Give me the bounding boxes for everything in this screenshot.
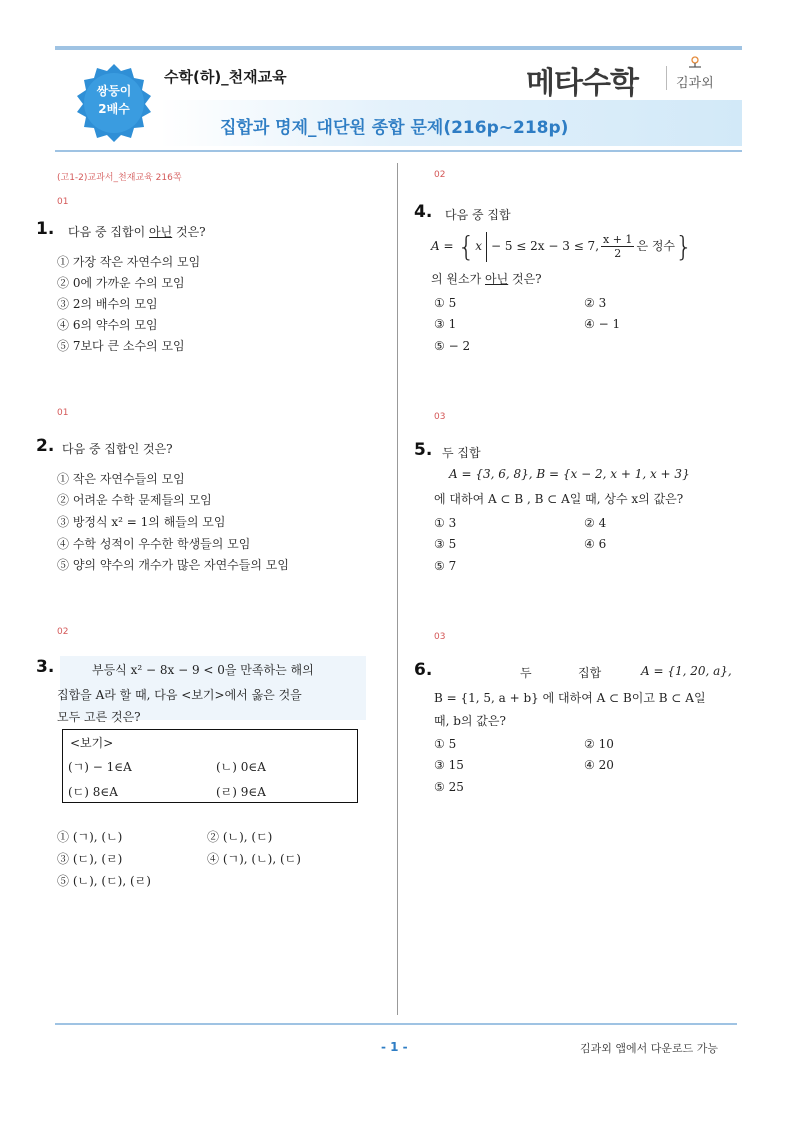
q4-stem2-pre: 의 원소가 (431, 272, 485, 286)
q1-stem-pre: 다음 중 집합이 (68, 225, 149, 239)
q5-choice-5[interactable]: ⑤ 7 (434, 559, 457, 573)
person-icon (687, 56, 703, 72)
open-brace-glyph: { (457, 230, 476, 263)
q2-choice-5[interactable]: ⑤ 양의 약수의 개수가 많은 자연수들의 모임 (57, 558, 289, 572)
q3-stem-line1: 부등식 x² − 8x − 9 < 0을 만족하는 해의 (92, 663, 314, 677)
q4-set-tail: 은 정수 (636, 239, 676, 253)
q2-choice-1[interactable]: ① 작은 자연수들의 모임 (57, 472, 185, 486)
page-number: - 1 - (381, 1040, 408, 1054)
q2-number: 2. (36, 436, 55, 456)
q3-choice-5[interactable]: ⑤ (ㄴ), (ㄷ), (ㄹ) (57, 874, 151, 888)
q4-level: 02 (434, 170, 446, 180)
q1-stem (68, 223, 206, 240)
brand-secondary-logo: 김과외 (676, 76, 714, 91)
q6-choice-2[interactable]: ② 10 (584, 737, 614, 751)
q6-level: 03 (434, 632, 446, 642)
badge-line1: 쌍둥이 (96, 84, 132, 98)
q6-choice-4[interactable]: ④ 20 (584, 758, 614, 772)
q4-frac-den: 2 (614, 247, 622, 260)
footer-note: 김과외 앱에서 다운로드 가능 (580, 1042, 719, 1055)
title-bar-rule (55, 150, 742, 152)
q3-box-item-3: (ㄷ) 8∈A (68, 785, 118, 799)
q2-stem: 다음 중 집합인 것은? (62, 442, 173, 456)
q3-choice-3[interactable]: ③ (ㄷ), (ㄹ) (57, 852, 123, 866)
q4-stem2-under: 아닌 (485, 272, 509, 286)
q3-box-item-4: (ㄹ) 9∈A (216, 785, 266, 799)
q1-choice-4[interactable]: ④ 6의 약수의 모임 (57, 318, 158, 332)
q5-choice-3[interactable]: ③ 5 (434, 537, 457, 551)
q4-number: 4. (414, 202, 433, 222)
q1-number: 1. (36, 219, 55, 239)
q6-stem2: B = {1, 5, a + b} 에 대하여 A ⊂ B이고 B ⊂ A일 (434, 691, 706, 705)
q2-choice-2[interactable]: ② 어려운 수학 문제들의 모임 (57, 493, 212, 507)
q3-level: 02 (57, 627, 69, 637)
q5-choice-2[interactable]: ② 4 (584, 516, 607, 530)
q4-set-cond: − 5 ≤ 2x − 3 ≤ 7, (490, 239, 600, 253)
q6-choice-3[interactable]: ③ 15 (434, 758, 464, 772)
page-title: 집합과 명제_대단원 종합 문제(216p~218p) (220, 118, 569, 138)
q1-stem-post: 것은? (172, 225, 206, 239)
badge-text (74, 82, 154, 118)
set-builder-bar (486, 232, 487, 262)
q4-stem2 (431, 270, 542, 287)
q6-stem1-a: 두 (520, 666, 532, 680)
subject-label: 수학(하)_천재교육 (164, 68, 287, 86)
q4-choice-1[interactable]: ① 5 (434, 296, 457, 310)
q1-stem-under: 아닌 (149, 225, 173, 239)
q5-level: 03 (434, 412, 446, 422)
q3-number: 3. (36, 657, 55, 677)
header-top-rule (55, 46, 742, 50)
column-divider (397, 163, 398, 1015)
q4-frac-num: x + 1 (603, 233, 633, 246)
q1-choice-5[interactable]: ⑤ 7보다 큰 소수의 모임 (57, 339, 185, 353)
q3-choice-4[interactable]: ④ (ㄱ), (ㄴ), (ㄷ) (207, 852, 301, 866)
brand-separator (666, 66, 667, 90)
q3-box-item-2: (ㄴ) 0∈A (216, 760, 266, 774)
q6-choice-5[interactable]: ⑤ 25 (434, 780, 464, 794)
q6-choice-1[interactable]: ① 5 (434, 737, 457, 751)
q6-stem1-b: 집합 (578, 666, 602, 680)
twin-badge (74, 62, 154, 142)
q4-choice-2[interactable]: ② 3 (584, 296, 607, 310)
q4-set-lhs: A = (431, 239, 458, 253)
q5-sets: A = {3, 6, 8}, B = {x − 2, x + 1, x + 3} (449, 467, 690, 481)
q4-choice-3[interactable]: ③ 1 (434, 317, 457, 331)
q1-choice-2[interactable]: ② 0에 가까운 수의 모임 (57, 276, 185, 290)
q5-number: 5. (414, 440, 433, 460)
q1-choice-3[interactable]: ③ 2의 배수의 모임 (57, 297, 158, 311)
q1-level: 01 (57, 197, 69, 207)
q3-stem-line3: 모두 고른 것은? (57, 710, 141, 724)
q5-stem2: 에 대하여 A ⊂ B , B ⊂ A일 때, 상수 x의 값은? (434, 492, 684, 506)
close-brace-glyph: } (675, 230, 693, 263)
q3-box-item-1: (ㄱ) − 1∈A (68, 760, 132, 774)
q6-number: 6. (414, 660, 433, 680)
q4-stem: 다음 중 집합 (445, 208, 511, 222)
source-note: (고1-2)교과서_천재교육 216쪽 (57, 173, 182, 183)
q4-fraction (601, 233, 634, 260)
q4-choice-4[interactable]: ④ − 1 (584, 317, 621, 331)
q2-choice-3[interactable]: ③ 방정식 x² = 1의 해들의 모임 (57, 515, 226, 529)
brand-logo: 메타수학 (526, 66, 638, 101)
q4-choice-5[interactable]: ⑤ − 2 (434, 339, 471, 353)
q4-set-var: x (475, 239, 482, 253)
q6-stem1-c: A = {1, 20, a}, (641, 664, 732, 678)
q4-stem2-post: 것은? (508, 272, 542, 286)
q5-choice-4[interactable]: ④ 6 (584, 537, 607, 551)
q2-choice-4[interactable]: ④ 수학 성적이 우수한 학생들의 모임 (57, 537, 251, 551)
footer-rule (55, 1023, 737, 1025)
q5-choice-1[interactable]: ① 3 (434, 516, 457, 530)
q3-choice-1[interactable]: ① (ㄱ), (ㄴ) (57, 830, 123, 844)
q3-choice-2[interactable]: ② (ㄴ), (ㄷ) (207, 830, 273, 844)
badge-line2: 2배수 (98, 102, 130, 116)
q1-choice-1[interactable]: ① 가장 작은 자연수의 모임 (57, 255, 201, 269)
q6-stem3: 때, b의 값은? (434, 714, 506, 728)
q5-stem: 두 집합 (442, 446, 481, 460)
q3-box-title: <보기> (70, 736, 114, 750)
q3-stem-line2: 집합을 A라 할 때, 다음 <보기>에서 옳은 것을 (57, 688, 302, 702)
q4-set-expression (431, 230, 693, 264)
q2-level: 01 (57, 408, 69, 418)
